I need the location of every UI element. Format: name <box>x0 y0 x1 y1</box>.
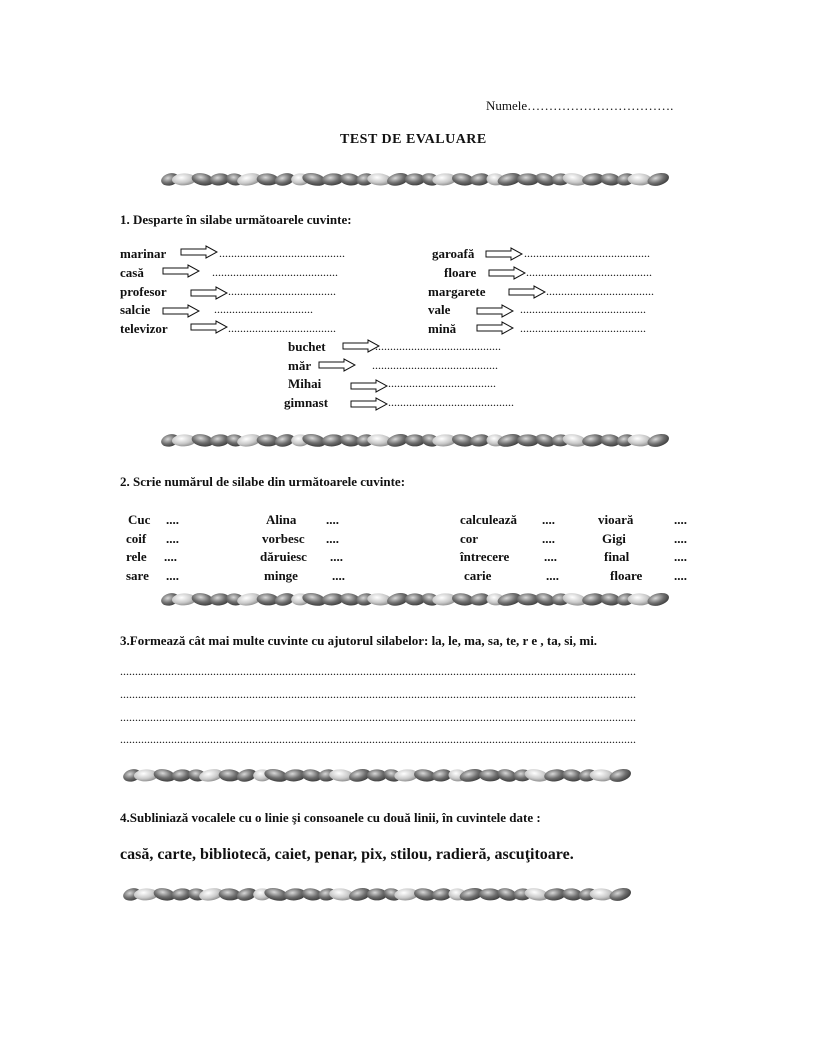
ex2-word: floare <box>610 568 643 583</box>
ex2-word: final <box>604 549 630 564</box>
answer-dots: .......................................... <box>372 358 498 372</box>
pebble <box>608 886 632 903</box>
ex2-word: cor <box>460 531 479 546</box>
answer-line: ............................................................................................................................................................................ <box>120 664 636 678</box>
ex1-word: margarete <box>428 284 486 299</box>
pebble-border-1 <box>160 170 680 192</box>
pebble-border-2 <box>160 431 680 453</box>
name-label: Numele <box>486 98 528 113</box>
ex2-dots: .... <box>674 512 687 527</box>
ex1-word: floare <box>444 265 477 280</box>
ex2-dots: .... <box>330 549 343 564</box>
answer-dots: .......................................... <box>212 265 338 279</box>
ex2-dots: .... <box>326 512 339 527</box>
exercise-1-heading: 1. Desparte în silabe următoarele cuvinte: <box>120 212 352 227</box>
answer-dots: .................................... <box>228 284 336 298</box>
answer-dots: .......................................... <box>526 265 652 279</box>
ex2-word: coif <box>126 531 147 546</box>
page-title: TEST DE EVALUARE <box>340 132 487 147</box>
ex1-word: Mihai <box>288 376 322 391</box>
ex2-word: vorbesc <box>262 531 305 546</box>
ex2-word: rele <box>126 549 147 564</box>
answer-dots: ................................. <box>214 302 313 316</box>
exercise-3-heading: 3.Formează cât mai multe cuvinte cu ajutorul silabelor: la, le, ma, sa, te, r e , ta, si, mi. <box>120 633 598 648</box>
answer-dots: .................................... <box>546 284 654 298</box>
ex2-word: vioară <box>598 512 634 527</box>
ex1-word: mină <box>428 321 457 336</box>
ex2-dots: .... <box>332 568 345 583</box>
ex2-word: Gigi <box>602 531 626 546</box>
ex1-word: garoafă <box>432 246 475 261</box>
exercise-4-heading: 4.Subliniază vocalele cu o linie şi consoanele cu două linii, în cuvintele date : <box>120 810 541 825</box>
arrow-right-icon <box>476 304 514 318</box>
ex2-dots: .... <box>674 531 687 546</box>
ex2-word: sare <box>126 568 149 583</box>
arrow-right-icon <box>350 397 388 411</box>
arrow-right-icon <box>162 264 200 278</box>
ex1-word: salcie <box>120 302 151 317</box>
ex2-word: întrecere <box>460 549 510 564</box>
answer-dots: .......................................... <box>388 395 514 409</box>
arrow-right-icon <box>476 321 514 335</box>
arrow-right-icon <box>180 245 218 259</box>
name-dots: ……………………………. <box>527 98 674 113</box>
arrow-right-icon <box>190 286 228 300</box>
exercise-2-heading: 2. Scrie numărul de silabe din următoarele cuvinte: <box>120 474 406 489</box>
ex2-word: calculează <box>460 512 518 527</box>
ex2-word: dăruiesc <box>260 549 307 564</box>
ex1-word: buchet <box>288 339 326 354</box>
pebble <box>646 171 670 188</box>
ex2-dots: .... <box>166 512 179 527</box>
ex2-word: minge <box>264 568 298 583</box>
ex2-dots: .... <box>546 568 559 583</box>
pebble-border-5 <box>122 885 642 907</box>
arrow-right-icon <box>318 358 356 372</box>
answer-dots: .......................................... <box>524 246 650 260</box>
exercise-4-words: casă, carte, bibliotecă, caiet, penar, pix, stilou, radieră, ascuţitoare. <box>120 846 574 863</box>
ex2-dots: .... <box>166 531 179 546</box>
ex2-dots: .... <box>164 549 177 564</box>
answer-line: ............................................................................................................................................................................ <box>120 687 636 701</box>
ex1-word: măr <box>288 358 312 373</box>
pebble <box>646 432 670 449</box>
arrow-right-icon <box>350 379 388 393</box>
ex2-dots: .... <box>674 568 687 583</box>
ex2-word: carie <box>464 568 492 583</box>
ex2-dots: .... <box>326 531 339 546</box>
answer-dots: .......................................... <box>520 302 646 316</box>
arrow-right-icon <box>162 304 200 318</box>
answer-dots: .................................... <box>388 376 496 390</box>
ex1-word: gimnast <box>284 395 329 410</box>
ex1-word: casă <box>120 265 144 280</box>
ex2-dots: .... <box>542 512 555 527</box>
arrow-right-icon <box>190 320 228 334</box>
pebble-border-4 <box>122 766 642 788</box>
arrow-right-icon <box>508 285 546 299</box>
arrow-right-icon <box>485 247 523 261</box>
pebble <box>646 591 670 608</box>
ex1-word: profesor <box>120 284 167 299</box>
name-field <box>486 98 673 114</box>
answer-dots: .......................................... <box>219 246 345 260</box>
ex1-word: vale <box>428 302 451 317</box>
ex1-word: televizor <box>120 321 168 336</box>
ex2-dots: .... <box>542 531 555 546</box>
answer-dots: .......................................... <box>375 339 501 353</box>
pebble-border-3 <box>160 590 680 612</box>
ex2-dots: .... <box>674 549 687 564</box>
answer-dots: .................................... <box>228 321 336 335</box>
ex2-word: Cuc <box>128 512 151 527</box>
ex1-word: marinar <box>120 246 167 261</box>
ex2-dots: .... <box>544 549 557 564</box>
answer-line: ............................................................................................................................................................................ <box>120 732 636 746</box>
arrow-right-icon <box>488 266 526 280</box>
pebble <box>608 767 632 784</box>
answer-line: ............................................................................................................................................................................ <box>120 710 636 724</box>
answer-dots: .......................................... <box>520 321 646 335</box>
ex2-dots: .... <box>166 568 179 583</box>
ex2-word: Alina <box>266 512 297 527</box>
